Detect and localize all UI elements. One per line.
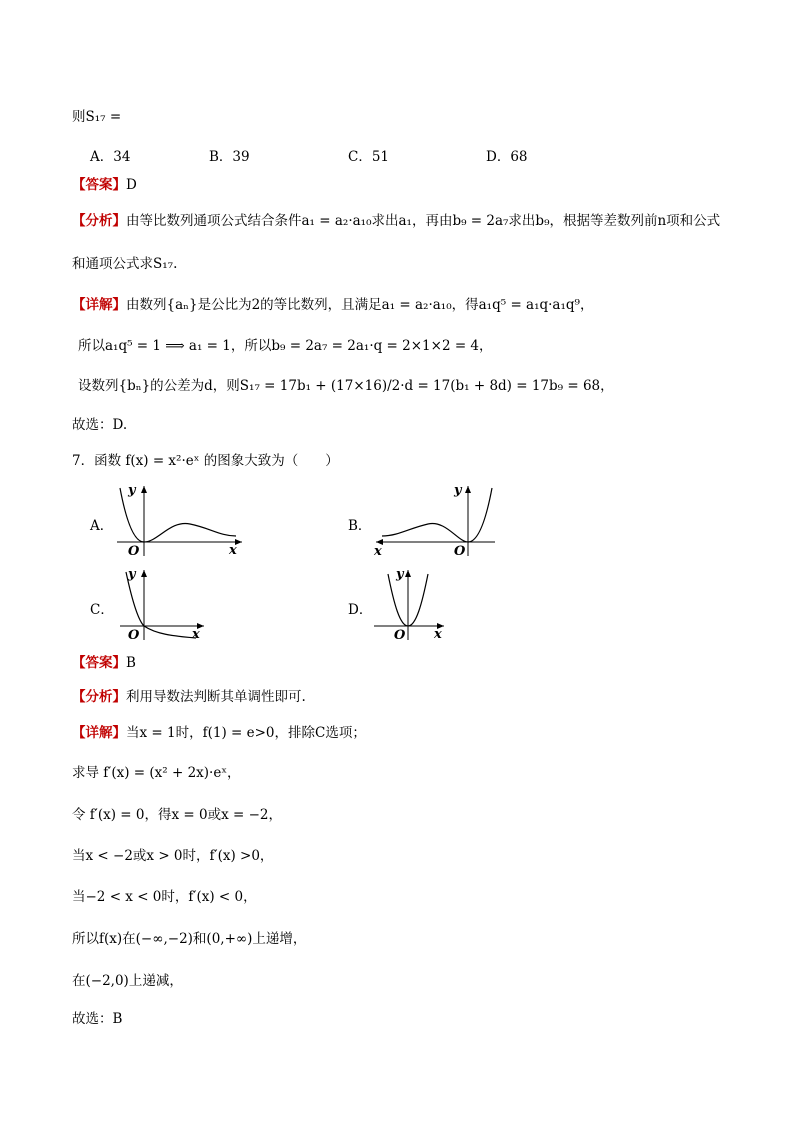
graph-a-origin-label: O [128, 544, 140, 559]
answer-7 [72, 654, 136, 672]
detail-6 [72, 296, 593, 314]
graph-c-y-label: y [128, 567, 136, 582]
choice-b: B．39 [209, 149, 250, 165]
answer-value: D [126, 177, 137, 193]
analysis-7 [72, 688, 306, 706]
analysis-text: 利用导数法判断其单调性即可. [126, 689, 306, 705]
question-tail: 则S₁₇ = [72, 109, 122, 125]
graph-c [112, 564, 212, 644]
analysis-6 [72, 212, 720, 230]
detail-7-line2: 求导 f′(x) = (x² + 2x)·eˣ， [72, 765, 241, 781]
detail-6-line4: 故选：D. [72, 417, 128, 433]
option-c-letter: C． [90, 602, 114, 618]
analysis-6-cont: 和通项公式求S₁₇. [72, 256, 178, 272]
detail-7-line7: 在(−2,0)上递减， [72, 973, 183, 989]
detail-7-line3: 令 f′(x) = 0，得x = 0或x = −2， [72, 807, 282, 823]
detail-7-line5: 当−2 < x < 0时，f′(x) < 0， [72, 889, 257, 905]
choice-c: C．51 [348, 149, 390, 165]
detail-6-line2: 所以a₁q⁵ = 1 ⟹ a₁ = 1，所以b₉ = 2a₇ = 2a₁·q = 2×1×2 = 4， [78, 338, 493, 354]
answer-value: B [126, 655, 136, 671]
option-b-letter: B． [348, 518, 372, 534]
choice-d: D．68 [486, 149, 528, 165]
graph-a-y-label: y [128, 483, 136, 498]
graph-b-origin-label: O [454, 544, 466, 559]
detail-tag: 【详解】 [72, 725, 126, 741]
graph-b [370, 480, 500, 560]
detail-7-line6: 所以f(x)在(−∞,−2)和(0,+∞)上递增， [72, 931, 307, 947]
graph-a [112, 480, 252, 560]
detail-6-line3: 设数列{bₙ}的公差为d，则S₁₇ = 17b₁ + (17×16)/2·d = 17(b₁ + 8d) = 17b₉ = 68， [78, 378, 614, 394]
graph-a-x-label: x [229, 543, 237, 558]
analysis-tag: 【分析】 [72, 689, 126, 705]
answer-tag: 【答案】 [72, 177, 126, 193]
detail-7-line4: 当x < −2或x > 0时，f′(x) >0， [72, 848, 274, 864]
detail-tag: 【详解】 [72, 297, 126, 313]
detail-7 [72, 724, 366, 742]
analysis-text: 由等比数列通项公式结合条件a₁ = a₂·a₁₀求出a₁，再由b₉ = 2a₇求出b₉，根据等差数列前n项和公式 [126, 213, 721, 229]
graph-d-x-label: x [434, 627, 442, 642]
graph-d-y-label: y [396, 567, 404, 582]
option-a-letter: A． [90, 518, 114, 534]
graph-d [370, 564, 450, 644]
option-d-letter: D． [348, 602, 373, 618]
question-7-stem: 7．函数 f(x) = x²·eˣ 的图象大致为（ ） [72, 453, 339, 469]
graph-c-origin-label: O [128, 628, 140, 643]
graph-c-x-label: x [192, 627, 200, 642]
answer-6 [72, 176, 137, 194]
graph-d-origin-label: O [394, 628, 406, 643]
choice-a: A．34 [90, 149, 131, 165]
detail-7-line8: 故选：B [72, 1011, 123, 1027]
graph-b-y-label: y [454, 483, 462, 498]
detail-text: 当x = 1时，f(1) = e>0，排除C选项； [126, 725, 366, 741]
answer-tag: 【答案】 [72, 655, 126, 671]
graph-b-x-label: x [374, 544, 382, 559]
detail-text: 由数列{aₙ}是公比为2的等比数列，且满足a₁ = a₂·a₁₀，得a₁q⁵ = a₁q·a₁q⁹， [126, 297, 594, 313]
analysis-tag: 【分析】 [72, 213, 126, 229]
